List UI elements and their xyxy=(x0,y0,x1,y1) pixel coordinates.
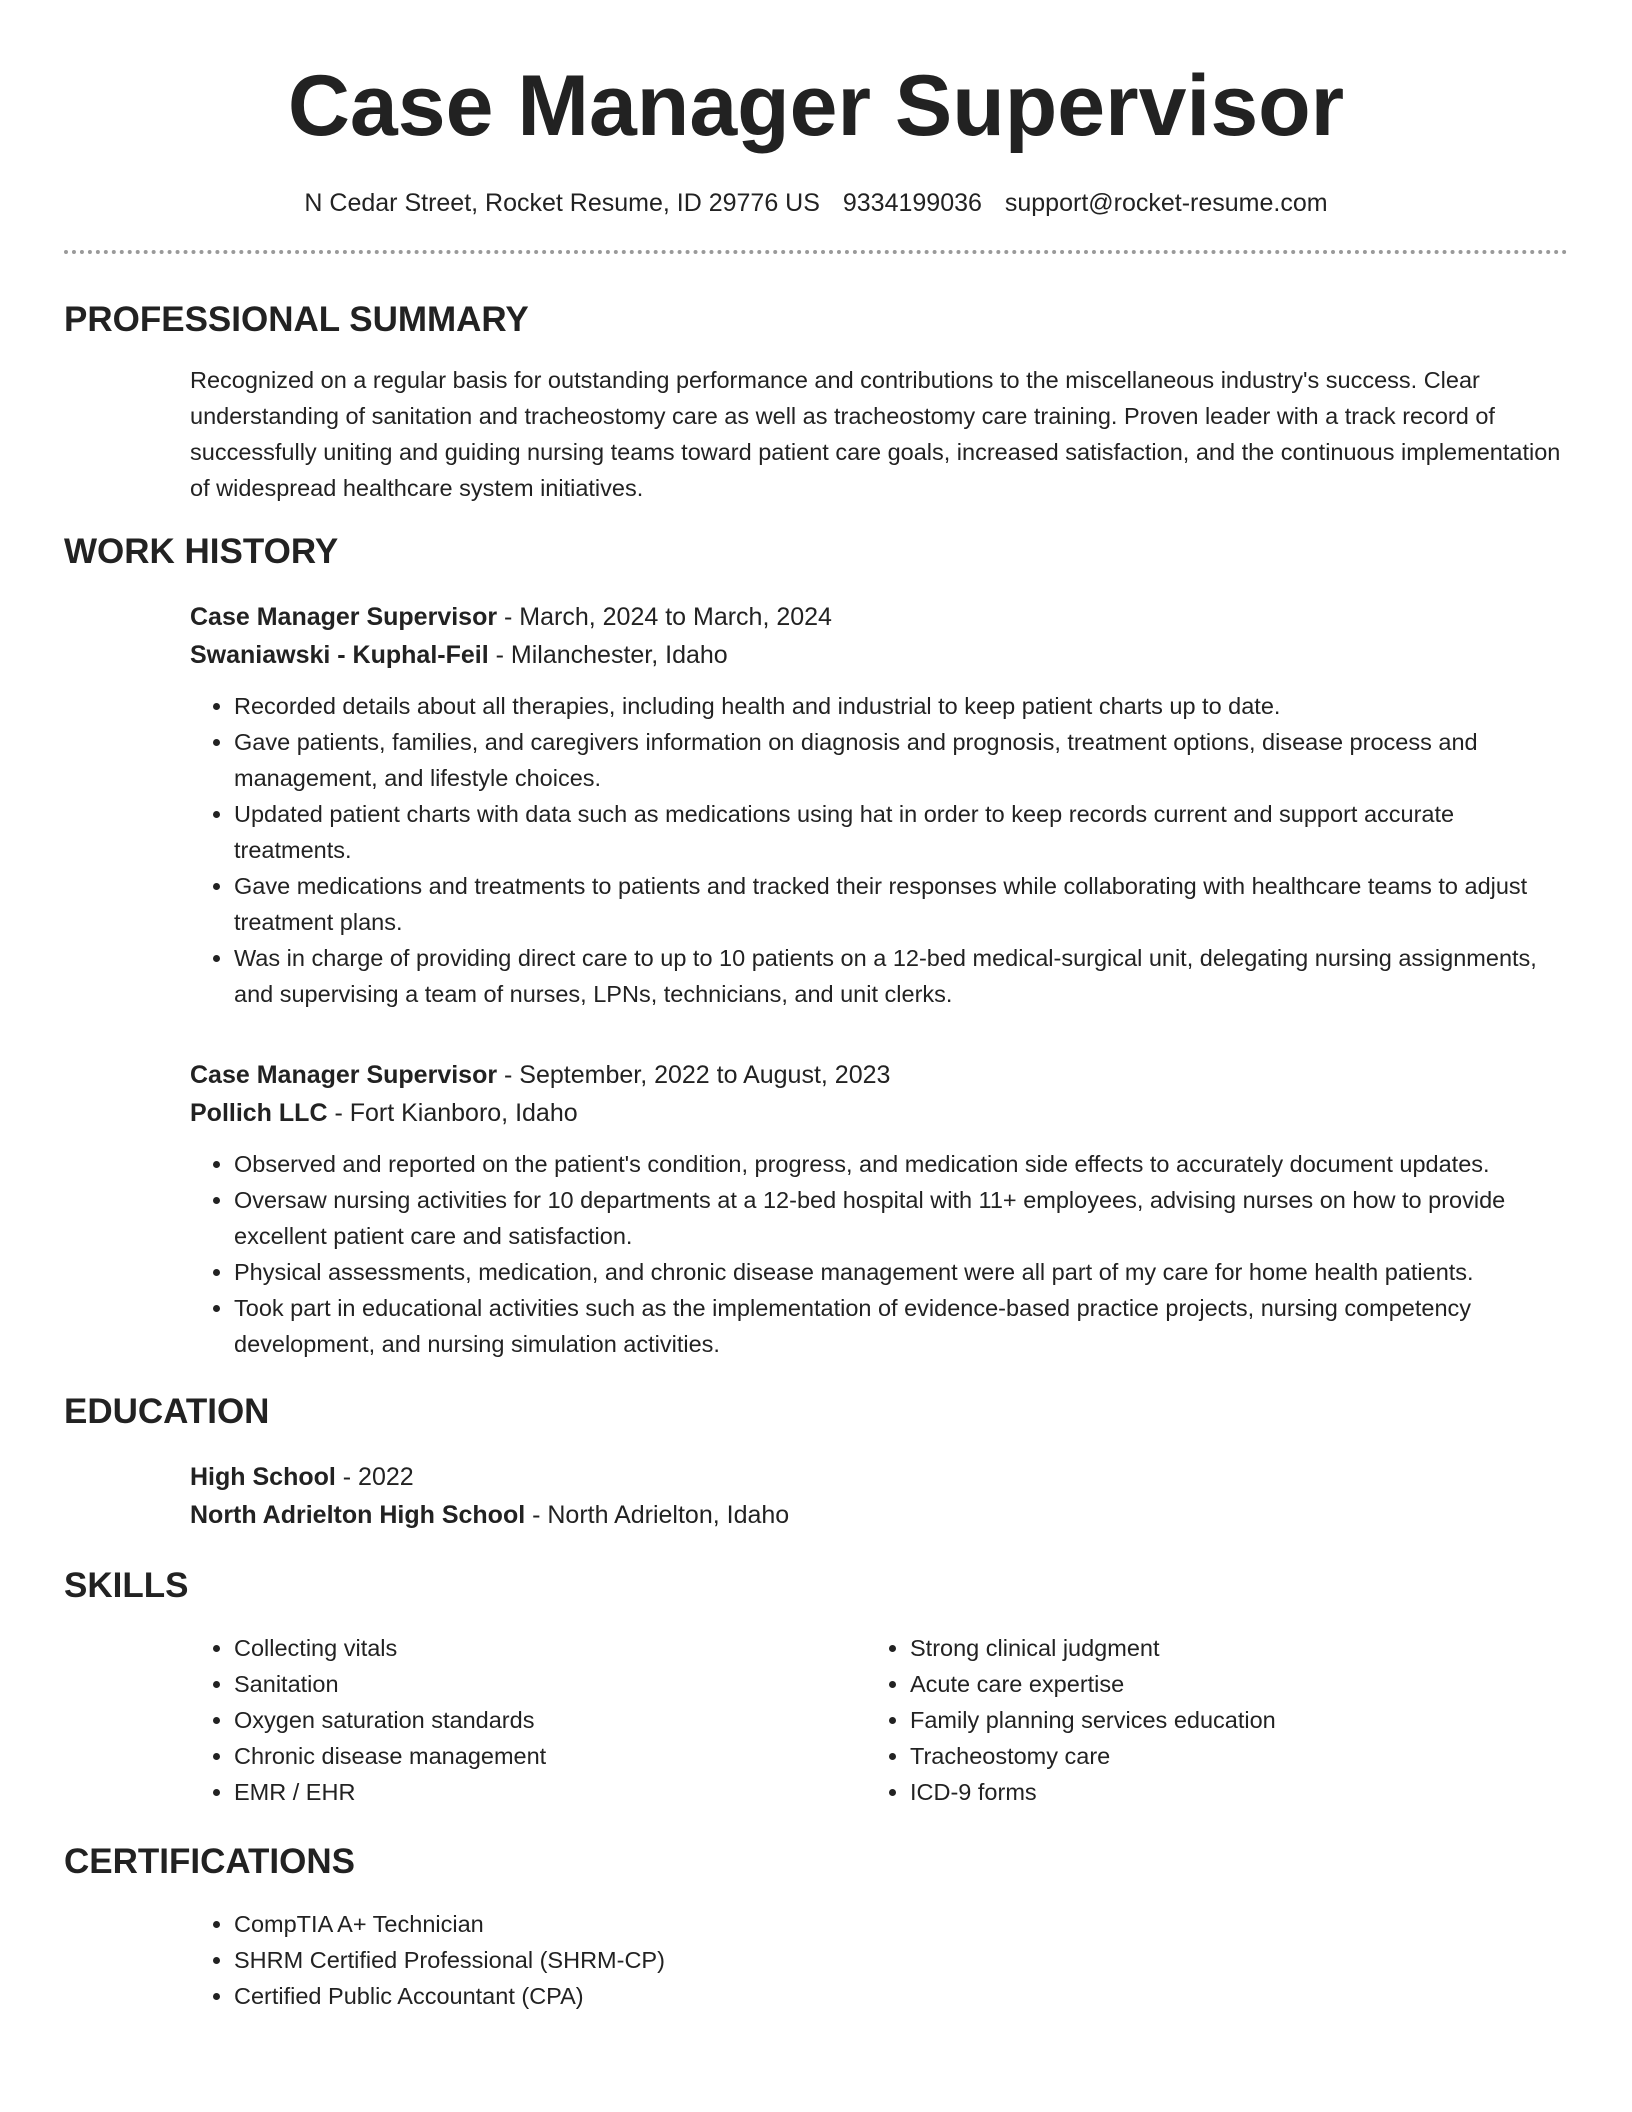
list-item: • Recorded details about all therapies, including health and industrial to keep patient charts up to date. xyxy=(234,688,1568,724)
skills-column-left xyxy=(190,1630,866,1810)
skills-column-right xyxy=(866,1630,1542,1810)
list-item: • Gave patients, families, and caregivers information on diagnosis and prognosis, treatment options, disease process and management, and lifestyle choices. xyxy=(234,724,1568,796)
skills-columns xyxy=(64,1630,1568,1810)
header-divider xyxy=(64,250,1568,254)
skills-section xyxy=(64,1564,1568,1810)
job-title-line xyxy=(190,1056,1568,1094)
education-degree-line xyxy=(190,1458,1568,1496)
certifications-list xyxy=(190,1906,1568,2014)
skill-item: • Chronic disease management xyxy=(234,1738,866,1774)
list-item: • Physical assessments, medication, and chronic disease management were all part of my care for home health patients. xyxy=(234,1254,1568,1290)
job-role: Case Manager Supervisor xyxy=(190,1061,498,1089)
list-item: • Observed and reported on the patient's condition, progress, and medication side effects to accurately document updates. xyxy=(234,1146,1568,1182)
skill-item: • Sanitation xyxy=(234,1666,866,1702)
certifications-section xyxy=(64,1840,1568,2014)
education-degree: High School xyxy=(190,1463,336,1491)
education-section xyxy=(64,1390,1568,1534)
job-entry xyxy=(64,1056,1568,1362)
job-bullets xyxy=(190,1146,1568,1362)
section-title-education: EDUCATION xyxy=(64,1392,270,1431)
job-entry xyxy=(64,598,1568,1012)
contact-email: support@rocket-resume.com xyxy=(1004,189,1328,217)
certification-item: • Certified Public Accountant (CPA) xyxy=(234,1978,1568,2014)
education-year: - 2022 xyxy=(335,1463,414,1491)
job-dates: - March, 2024 to March, 2024 xyxy=(497,603,832,631)
skill-item: • Tracheostomy care xyxy=(910,1738,1542,1774)
job-company-line xyxy=(190,1094,1568,1132)
skills-list xyxy=(190,1630,866,1810)
summary-text: Recognized on a regular basis for outstanding performance and contributions to the miscellaneous industry's success. Clear understanding of sanitation and tracheostomy care as well as tracheostomy care training. Proven leader with a track record of successfully uniting and guiding nursing teams toward patient care goals, increased satisfaction, and the continuous implementation of widespread healthcare system initiatives. xyxy=(190,367,1561,501)
education-location: - North Adrielton, Idaho xyxy=(525,1501,790,1529)
candidate-name: Case Manager Supervisor xyxy=(287,58,1345,154)
job-title-line xyxy=(190,598,1568,636)
education-entry xyxy=(64,1458,1568,1534)
job-bullets xyxy=(190,688,1568,1012)
work-history-section xyxy=(64,530,1568,1362)
job-company: Pollich LLC xyxy=(190,1099,328,1127)
list-item: • Took part in educational activities such as the implementation of evidence-based practice projects, nursing competency development, and nursing simulation activities. xyxy=(234,1290,1568,1362)
education-school-line xyxy=(190,1496,1568,1534)
education-school: North Adrielton High School xyxy=(190,1501,526,1529)
skill-item: • Oxygen saturation standards xyxy=(234,1702,866,1738)
job-location: - Milanchester, Idaho xyxy=(488,641,728,669)
skill-item: • ICD-9 forms xyxy=(910,1774,1542,1810)
list-item: • Gave medications and treatments to patients and tracked their responses while collaborating with healthcare teams to adjust treatment plans. xyxy=(234,868,1568,940)
certification-item: • CompTIA A+ Technician xyxy=(234,1906,1568,1942)
skills-list xyxy=(866,1630,1542,1810)
certifications-list-wrap xyxy=(64,1906,1568,2014)
job-company-line xyxy=(190,636,1568,674)
list-item: • Oversaw nursing activities for 10 departments at a 12-bed hospital with 11+ employees, advising nurses on how to provide excellent patient care and satisfaction. xyxy=(234,1182,1568,1254)
skill-item: • Collecting vitals xyxy=(234,1630,866,1666)
contact-address: N Cedar Street, Rocket Resume, ID 29776 US xyxy=(304,189,820,217)
section-title-skills: SKILLS xyxy=(64,1566,189,1605)
skill-item: • Family planning services education xyxy=(910,1702,1542,1738)
skill-item: • Strong clinical judgment xyxy=(910,1630,1542,1666)
professional-summary-section xyxy=(64,298,1568,506)
job-company: Swaniawski - Kuphal-Feil xyxy=(190,641,489,669)
section-title-certifications: CERTIFICATIONS xyxy=(64,1842,356,1881)
section-title-work: WORK HISTORY xyxy=(64,532,339,571)
contact-phone: 9334199036 xyxy=(842,189,982,217)
skill-item: • Acute care expertise xyxy=(910,1666,1542,1702)
section-title-summary: PROFESSIONAL SUMMARY xyxy=(64,300,529,339)
job-role: Case Manager Supervisor xyxy=(190,603,498,631)
list-item: • Updated patient charts with data such as medications using hat in order to keep records current and support accurate treatments. xyxy=(234,796,1568,868)
contact-line xyxy=(64,186,1568,220)
list-item: • Was in charge of providing direct care to up to 10 patients on a 12-bed medical-surgical unit, delegating nursing assignments, and supervising a team of nurses, LPNs, technicians, and unit clerks. xyxy=(234,940,1568,1012)
job-dates: - September, 2022 to August, 2023 xyxy=(497,1061,891,1089)
certification-item: • SHRM Certified Professional (SHRM-CP) xyxy=(234,1942,1568,1978)
skill-item: • EMR / EHR xyxy=(234,1774,866,1810)
job-location: - Fort Kianboro, Idaho xyxy=(327,1099,578,1127)
